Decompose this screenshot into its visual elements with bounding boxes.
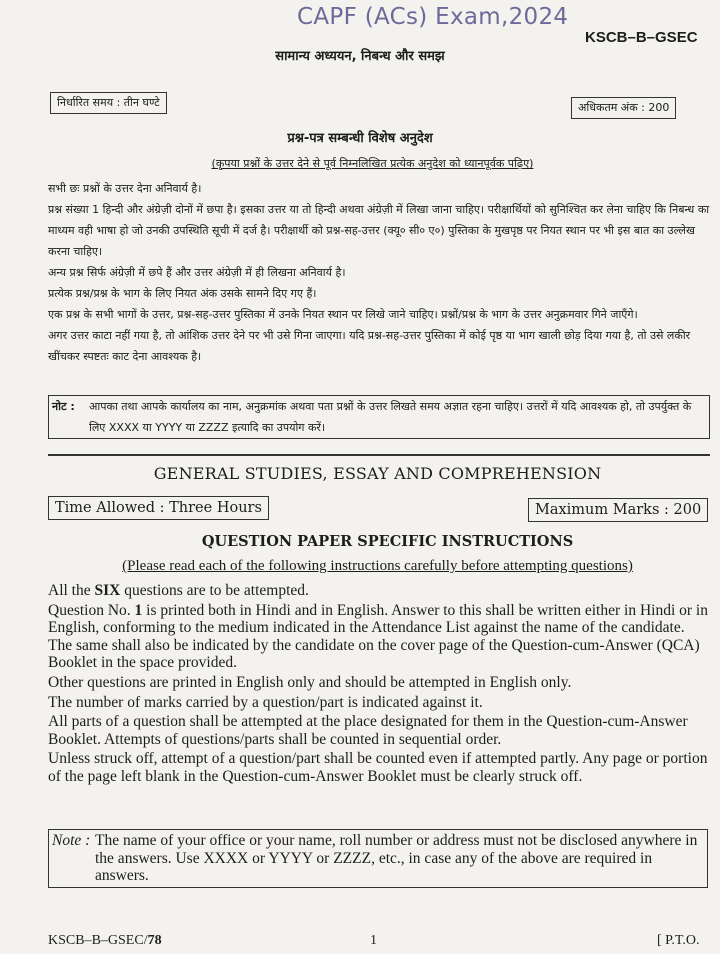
hindi-note-label: नोट : <box>52 400 75 413</box>
hindi-instruction: अन्य प्रश्न सिर्फ अंग्रेज़ी में छपे हैं और उत्तर अंग्रेज़ी में ही लिखना अनिवार्य है। <box>48 266 346 279</box>
hindi-instructions-subheading: (कृपया प्रश्नों के उत्तर देने से पूर्व निम्नलिखित प्रत्येक अनुदेश को ध्यानपूर्वक पढ़िए) <box>211 157 534 170</box>
english-instruction: Other questions are printed in English only and should be attempted in English only. <box>48 673 572 691</box>
english-instruction: Question No. 1 is printed both in Hindi and in English. Answer to this shall be written either in Hindi or in English, conforming to the medium indicated in the Attendance List against the name of the candidate. The same shall also be indicated by the candidate on the cover page of the Question-cum-Answer (QCA) Booklet in the space provided. <box>48 601 708 672</box>
hindi-instruction: एक प्रश्न के सभी भागों के उत्तर, प्रश्न-सह-उत्तर पुस्तिका में उनके नियत स्थान पर लिखे जाने चाहिए। प्रश्नों/प्रश्न के भाग के उत्तर अनुक्रमवार गिने जाएँगे। <box>48 308 638 321</box>
english-subject-title: GENERAL STUDIES, ESSAY AND COMPREHENSION <box>153 464 602 483</box>
hindi-subject-title: सामान्य अध्ययन, निबन्ध और समझ <box>275 49 445 64</box>
hindi-note-box <box>48 395 710 439</box>
hindi-note-text: आपका तथा आपके कार्यालय का नाम, अनुक्रमांक अथवा पता प्रश्नों के उत्तर लिखते समय अज्ञात रहना चाहिए। उत्तरों में यदि आवश्यक हो, तो उपर्युक्त के लिए XXXX या YYYY या ZZZZ इत्यादि का उपयोग करें। <box>89 400 692 434</box>
english-instruction: All the SIX questions are to be attempted. <box>48 582 309 599</box>
page-number: 1 <box>370 933 377 948</box>
hindi-max-marks: अधिकतम अंक : 200 <box>571 97 676 119</box>
pto-marker: [ P.T.O. <box>657 933 700 948</box>
hindi-instructions-heading: प्रश्न-पत्र सम्बन्धी विशेष अनुदेश <box>287 131 433 146</box>
english-time-allowed: Time Allowed : Three Hours <box>48 496 269 520</box>
hindi-instruction: प्रत्येक प्रश्न/प्रश्न के भाग के लिए नियत अंक उसके सामने दिए गए हैं। <box>48 287 317 300</box>
english-instruction: The number of marks carried by a question/part is indicated against it. <box>48 693 483 711</box>
english-note-box <box>48 829 708 888</box>
paper-code-top: KSCB–B–GSEC <box>585 29 698 46</box>
hindi-instructions-list <box>48 178 710 367</box>
english-max-marks: Maximum Marks : 200 <box>528 498 708 522</box>
section-divider <box>48 454 710 456</box>
handwritten-exam-title: CAPF (ACs) Exam,2024 <box>297 4 569 30</box>
english-instructions-heading: QUESTION PAPER SPECIFIC INSTRUCTIONS <box>201 533 574 550</box>
english-instruction: All parts of a question shall be attempted at the place designated for them in the Question-cum-Answer Booklet. Attempts of questions/parts shall be counted in sequential order. <box>48 713 688 748</box>
footer-paper-code: KSCB–B–GSEC/78 <box>48 933 162 948</box>
hindi-instruction: सभी छः प्रश्नों के उत्तर देना अनिवार्य है। <box>48 182 202 195</box>
english-note-label: Note : <box>52 832 91 849</box>
hindi-instruction: अगर उत्तर काटा नहीं गया है, तो आंशिक उत्तर देने पर भी उसे गिना जाएगा। यदि प्रश्न-सह-उत्तर पुस्तिका में कोई पृष्ठ या भाग खाली छोड़ दिया गया है, तो उसे लकीर खींचकर स्पष्टतः काट देना आवश्यक है। <box>48 329 691 363</box>
english-instruction: Unless struck off, attempt of a question/part shall be counted even if attempted partly. Any page or portion of the page left blank in the Question-cum-Answer Booklet must be clearly struck off. <box>48 750 708 785</box>
english-note-text: The name of your office or your name, roll number or address must not be disclosed anywhere in the answers. Use XXXX or YYYY or ZZZZ, etc., in case any of the above are required in answers. <box>95 832 698 885</box>
hindi-instruction: प्रश्न संख्या 1 हिन्दी और अंग्रेज़ी दोनों में छपा है। इसका उत्तर या तो हिन्दी अथवा अंग्रेज़ी में लिखा जाना चाहिए। परीक्षार्थियों को सुनिश्चित कर लेना चाहिए कि निबन्ध का माध्यम वही भाषा हो जो उनकी उपस्थिति सूची में दर्ज है। परीक्षार्थी को प्रश्न-सह-उत्तर (क्यू० सी० ए०) पुस्तिका के मुखपृष्ठ पर नियत स्थान पर भी इस बात का उल्लेख करना चाहिए। <box>48 203 710 258</box>
hindi-time-allowed: निर्धारित समय : तीन घण्टे <box>50 92 167 114</box>
english-instructions-list <box>48 582 710 786</box>
english-instructions-subheading: (Please read each of the following instructions carefully before attempting questions) <box>122 558 633 574</box>
